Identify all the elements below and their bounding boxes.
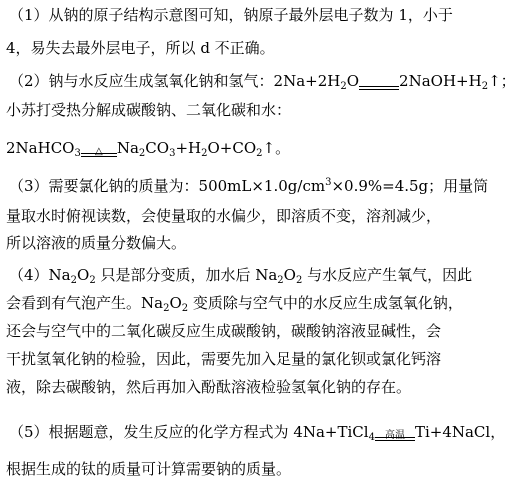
p3-line-1: [9, 175, 488, 197]
p4-l2-s2: 2: [181, 303, 189, 314]
p4-line-4-text: 干扰氢氧化钠的检验，因此，需要先加入足量的氯化钡或氯化钙溶: [6, 350, 442, 368]
p4-line-3-text: 还会与空气中的二氧化碳反应生成碳酸钠，碳酸钠溶液显碱性，会: [6, 322, 442, 340]
p1-line-1: [9, 4, 453, 26]
high-temp-condition: 高温: [384, 430, 405, 441]
p4-l1-d: O: [283, 266, 296, 284]
p4-l1-c: 只是部分变质，加水后 Na: [95, 266, 278, 284]
p5-l1-sub: 4: [368, 432, 375, 443]
p5-line-1: [9, 421, 505, 443]
p2-eq-o: O: [346, 72, 360, 90]
p2-decomp-equal-sign: [81, 139, 117, 162]
p2-decomp-r5: ↑。: [262, 139, 291, 157]
p2-eq-sub: 2: [340, 81, 347, 92]
p2-decomp-r1: Na: [116, 139, 139, 157]
p3-line-3: [6, 232, 186, 254]
p2-line-2-text: 小苏打受热分解成碳酸钠、二氧化碳和水：: [6, 101, 292, 119]
p4-line-5-text: 液，除去碳酸钠，然后再加入酚酞溶液检验氢氧化钠的存在。: [6, 378, 412, 396]
p5-l1-a: （5）根据题意，发生反应的化学方程式为 4Na+TiCl: [9, 423, 369, 441]
p2-decomp-sub-5: 2: [256, 148, 263, 159]
p1-line-2: [6, 37, 275, 59]
p3-line-1-b: ×0.9%=4.5g；用量筒: [331, 177, 489, 195]
p4-line-5: [6, 376, 411, 398]
p2-decomp-r4: O+CO: [207, 139, 257, 157]
p3-line-1-a: （3）需要氯化钠的质量为：500mL×1.0g/cm: [9, 177, 326, 195]
p4-l1-b: O: [77, 266, 90, 284]
p3-line-1-sup: 3: [325, 177, 332, 188]
p4-line-2: [6, 292, 463, 314]
p2-eq-left: （2）钠与水反应生成氢氧化钠和氢气：2Na+2H: [9, 72, 341, 90]
p4-l1-a: （4）Na: [9, 266, 71, 284]
p4-l1-s2: 2: [89, 275, 96, 286]
p4-l1-s4: 2: [295, 275, 303, 286]
p2-decomp-sub-2: 2: [138, 148, 146, 159]
p2-decomp-sub-3: 3: [169, 148, 176, 159]
p3-line-2: [6, 205, 441, 227]
p2-line-1: [9, 70, 516, 92]
p2-decomp-r3: +H: [175, 139, 202, 157]
p2-eq-equal-sign: [359, 72, 399, 95]
p5-equal-sign: [375, 423, 415, 446]
p5-l1-b: Ti+4NaCl，: [414, 423, 506, 441]
p4-l2-a: 会看到有气泡产生。Na: [6, 294, 164, 312]
p4-l1-s1: 2: [70, 275, 77, 286]
p4-l2-c: 变质除与空气中的水反应生成氢氧化钠，: [188, 294, 463, 312]
p1-line-2-text: 4，易失去最外层电子，所以 d 不正确。: [6, 39, 275, 57]
p4-l1-e: 与水反应产生氧气，因此: [302, 266, 473, 284]
p4-line-3: [6, 320, 441, 342]
p2-line-3: [6, 137, 290, 159]
p4-l2-s1: 2: [163, 303, 170, 314]
p1-line-1-text: （1）从钠的原子结构示意图可知，钠原子最外层电子数为 1，小于: [9, 6, 453, 24]
p2-decomp-left: 2NaHCO: [6, 139, 75, 157]
p2-line-2: [6, 99, 291, 121]
p2-decomp-sub-1: 3: [74, 148, 81, 159]
heat-condition-symbol: △: [94, 146, 103, 157]
p4-l2-b: O: [169, 294, 182, 312]
p2-decomp-sub-4: 2: [201, 148, 208, 159]
p5-line-2-text: 根据生成的钛的质量可计算需要钠的质量。: [6, 460, 292, 478]
p2-eq-right: 2NaOH+H: [399, 72, 482, 90]
p3-line-3-text: 所以溶液的质量分数偏大。: [6, 234, 187, 252]
p4-l1-s3: 2: [277, 275, 284, 286]
p2-eq-sub-2: 2: [481, 81, 489, 92]
p4-line-4: [6, 348, 441, 370]
p4-line-1: [9, 264, 472, 286]
p3-line-2-text: 量取水时俯视读数，会使量取的水偏少，即溶质不变，溶剂减少，: [6, 207, 442, 225]
p5-line-2: [6, 458, 291, 480]
p2-eq-end: ↑；: [488, 72, 516, 90]
p2-decomp-r2: CO: [145, 139, 170, 157]
